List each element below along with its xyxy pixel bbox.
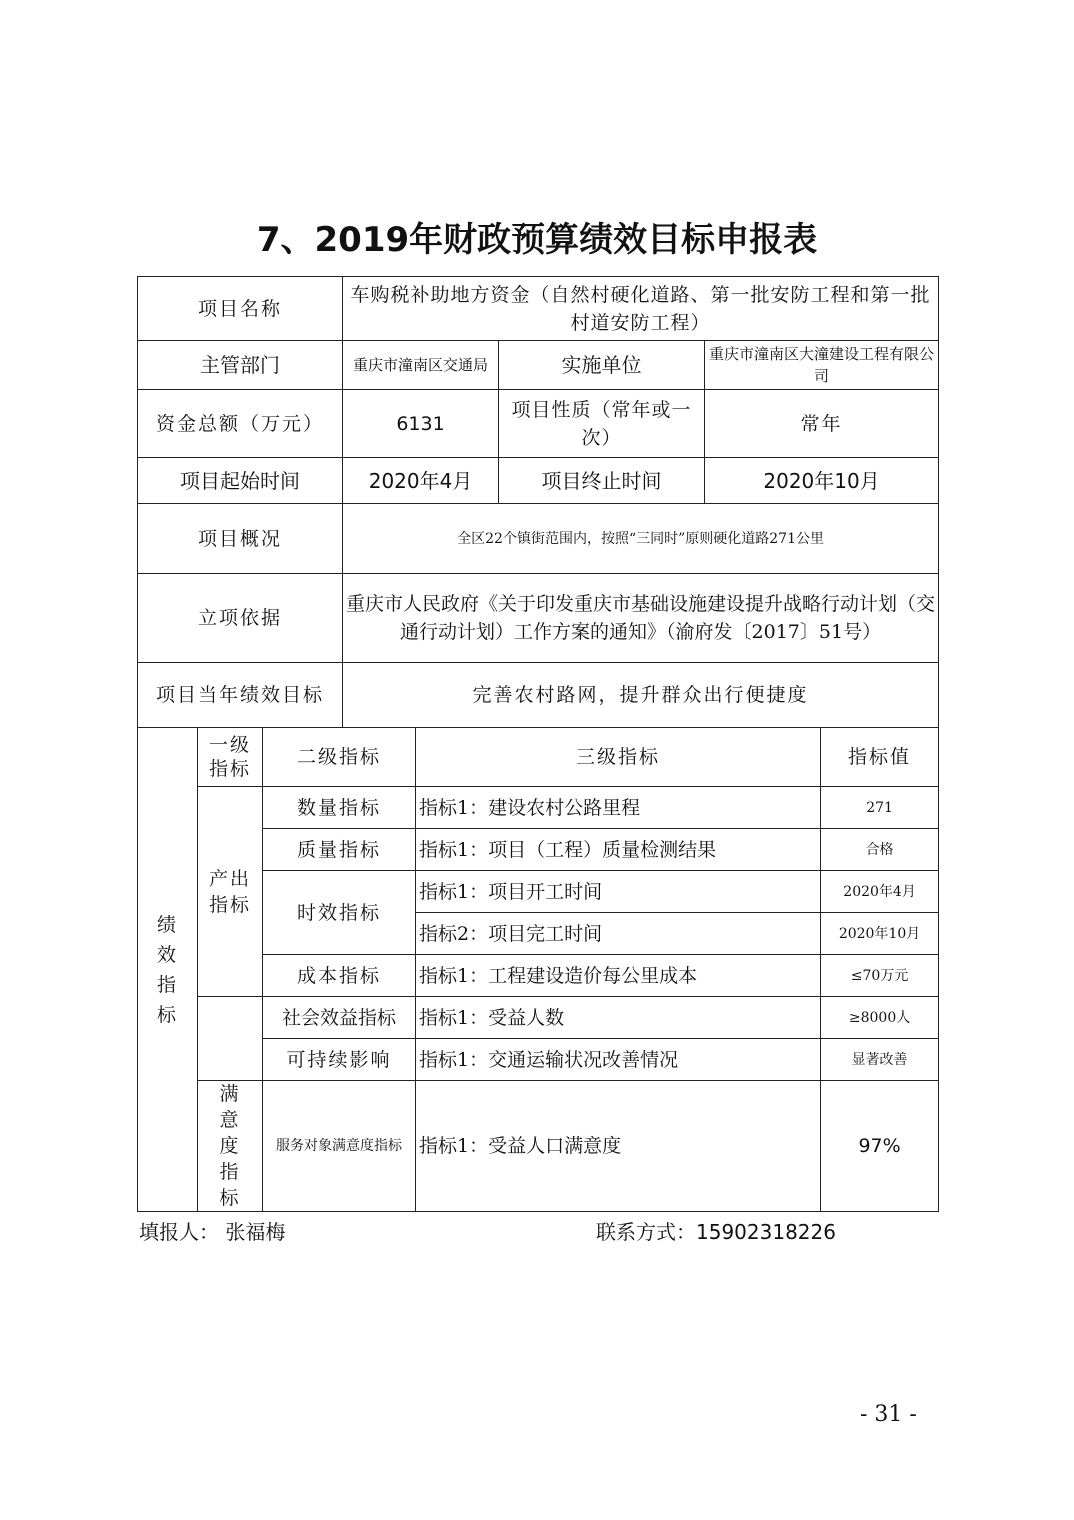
contact: 联系方式：15902318226 xyxy=(596,1220,836,1244)
indicator-value: 合格 xyxy=(821,829,939,871)
level2: 时效指标 xyxy=(263,871,416,955)
level2: 质量指标 xyxy=(263,829,416,871)
header-value: 指标值 xyxy=(821,728,939,787)
level2: 数量指标 xyxy=(263,787,416,829)
page-number: - 31 - xyxy=(860,1402,917,1427)
start-label: 项目起始时间 xyxy=(138,458,343,504)
indicator-value: 271 xyxy=(821,787,939,829)
start: 2020年4月 xyxy=(343,458,499,504)
level2: 社会效益指标 xyxy=(263,997,416,1039)
indicator-value: 显著改善 xyxy=(821,1039,939,1081)
reporter: 填报人： 张福梅 xyxy=(139,1220,286,1244)
level1-blank xyxy=(198,997,263,1081)
level3: 指标1：建设农村公路里程 xyxy=(416,787,821,829)
indicator-value: ≤70万元 xyxy=(821,955,939,997)
level3: 指标1：受益人口满意度 xyxy=(416,1081,821,1212)
level3: 指标1：受益人数 xyxy=(416,997,821,1039)
project-name-label: 项目名称 xyxy=(138,277,343,341)
nature: 常年 xyxy=(705,390,939,458)
dept-label: 主管部门 xyxy=(138,341,343,390)
indicator-value: ≥8000人 xyxy=(821,997,939,1039)
level3: 指标1：项目（工程）质量检测结果 xyxy=(416,829,821,871)
level3: 指标2：项目完工时间 xyxy=(416,913,821,955)
fund-label: 资金总额（万元） xyxy=(138,390,343,458)
fund: 6131 xyxy=(343,390,499,458)
end: 2020年10月 xyxy=(705,458,939,504)
basis-label: 立项依据 xyxy=(138,574,343,663)
level2: 可持续影响 xyxy=(263,1039,416,1081)
dept: 重庆市潼南区交通局 xyxy=(343,341,499,390)
level1-satisfaction: 满意度指标 xyxy=(198,1081,263,1212)
header-level1: 一级指标 xyxy=(198,728,263,787)
level1-output: 产出指标 xyxy=(198,787,263,997)
impl-label: 实施单位 xyxy=(499,341,705,390)
level3: 指标1：工程建设造价每公里成本 xyxy=(416,955,821,997)
page-title: 7、2019年财政预算绩效目标申报表 xyxy=(256,220,818,260)
level2: 成本指标 xyxy=(263,955,416,997)
footer xyxy=(137,1218,938,1246)
performance-table xyxy=(137,276,939,1212)
overview: 全区22个镇街范围内，按照“三同时”原则硬化道路271公里 xyxy=(343,504,939,574)
indicator-group-label: 绩效指标 xyxy=(138,728,198,1212)
level3: 指标1：交通运输状况改善情况 xyxy=(416,1039,821,1081)
indicator-value: 2020年10月 xyxy=(821,913,939,955)
goal: 完善农村路网，提升群众出行便捷度 xyxy=(343,663,939,728)
header-level3: 三级指标 xyxy=(416,728,821,787)
header-level2: 二级指标 xyxy=(263,728,416,787)
level3: 指标1：项目开工时间 xyxy=(416,871,821,913)
level2: 服务对象满意度指标 xyxy=(263,1081,416,1212)
indicator-value: 2020年4月 xyxy=(821,871,939,913)
overview-label: 项目概况 xyxy=(138,504,343,574)
indicator-value: 97% xyxy=(821,1081,939,1212)
project-name: 车购税补助地方资金（自然村硬化道路、第一批安防工程和第一批村道安防工程） xyxy=(343,277,939,341)
nature-label: 项目性质（常年或一次） xyxy=(499,390,705,458)
end-label: 项目终止时间 xyxy=(499,458,705,504)
form-content xyxy=(137,276,938,1246)
goal-label: 项目当年绩效目标 xyxy=(138,663,343,728)
impl: 重庆市潼南区大潼建设工程有限公司 xyxy=(705,341,939,390)
basis: 重庆市人民政府《关于印发重庆市基础设施建设提升战略行动计划（交通行动计划）工作方案的通知》（渝府发〔2017〕51号） xyxy=(343,574,939,663)
